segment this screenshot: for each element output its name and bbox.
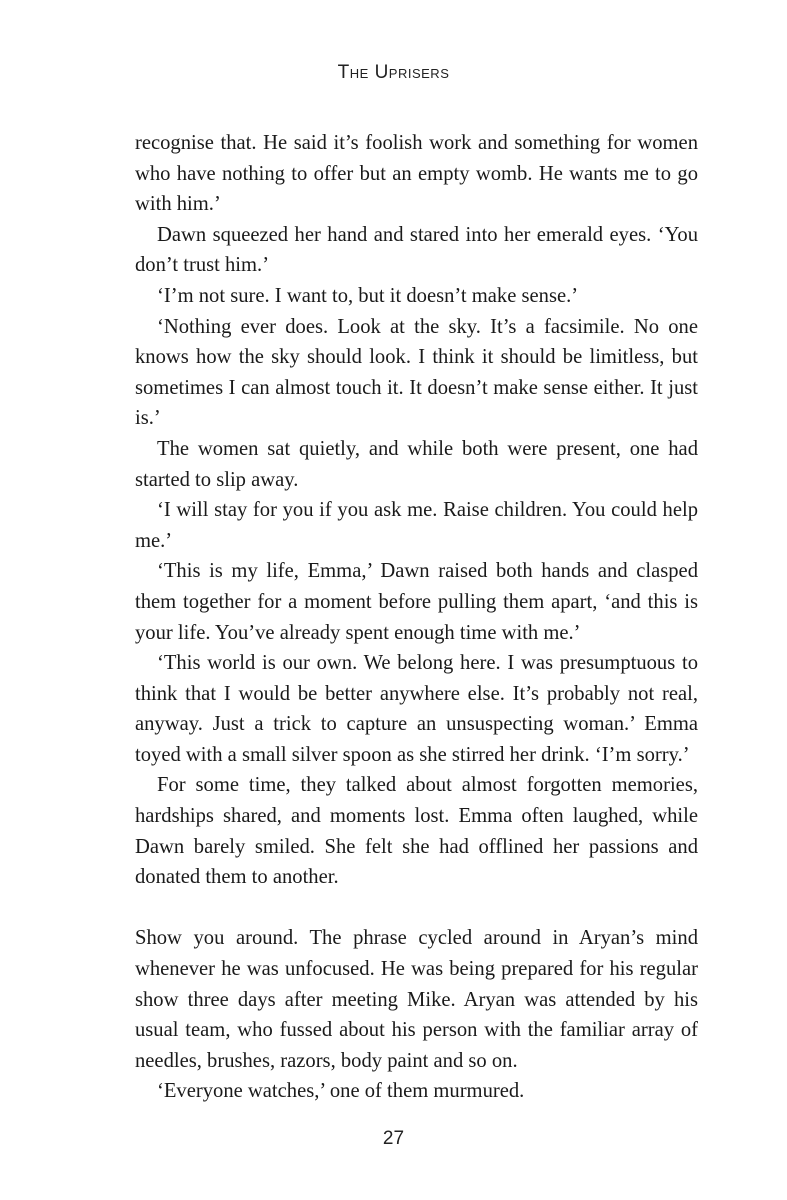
paragraph: ‘This is my life, Emma,’ Dawn raised both hands and clasped them together for a moment before pulling them apart, ‘and this is your life. You’ve already spent enough time with me.’ <box>135 560 698 644</box>
running-head-title: The Uprisers <box>337 62 450 83</box>
paragraph: For some time, they talked about almost forgotten memories, hardships shared, and moments lost. Emma often laughed, while Dawn barely smiled. She felt she had offlined her passions and donated them to another. <box>135 774 698 889</box>
paragraph: recognise that. He said it’s foolish work and something for women who have nothing to offer but an empty womb. He wants me to go with him.’ <box>135 132 698 216</box>
body-text <box>135 128 698 1107</box>
paragraph: ‘This world is our own. We belong here. I was presumptuous to think that I would be better anywhere else. It’s probably not real, anyway. Just a trick to capture an unsuspecting woman.’ Emma toyed with a small silver spoon as she stirred her drink. ‘I’m sorry.’ <box>135 652 698 766</box>
paragraph: ‘I’m not sure. I want to, but it doesn’t make sense.’ <box>157 284 579 307</box>
paragraph: ‘Nothing ever does. Look at the sky. It’s a facsimile. No one knows how the sky should look. I think it should be limitless, but sometimes I can almost touch it. It doesn’t make sense either. It just is.’ <box>135 315 698 430</box>
page-number: 27 <box>382 1128 405 1149</box>
paragraph: Dawn squeezed her hand and stared into her emerald eyes. ‘You don’t trust him.’ <box>135 223 698 277</box>
paragraph: ‘I will stay for you if you ask me. Raise children. You could help me.’ <box>135 499 698 552</box>
paragraph: ‘Everyone watches,’ one of them murmured. <box>157 1080 525 1103</box>
paragraph-section-start: Show you around. The phrase cycled around in Aryan’s mind whenever he was unfocused. He was being prepared for his regular show three days after meeting Mike. Aryan was attended by his usual team, who fussed about his person with the familiar array of needles, brushes, razors, body paint and so on. <box>135 927 698 1072</box>
paragraph: The women sat quietly, and while both were present, one had started to slip away. <box>135 437 698 491</box>
